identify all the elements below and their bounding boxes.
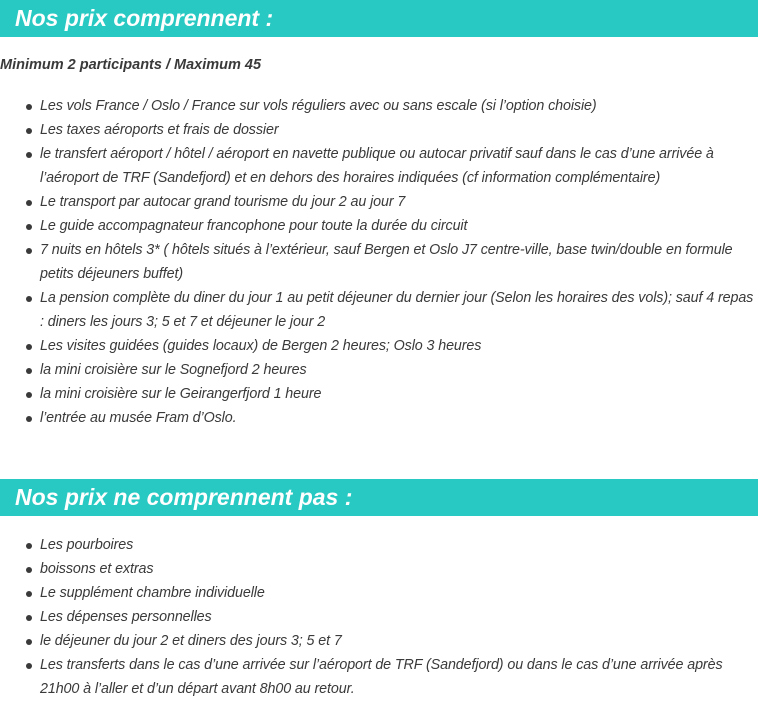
- excluded-item-meals: le déjeuner du jour 2 et diners des jours 3; 5 et 7: [40, 629, 758, 653]
- excluded-item-personal-expenses: Les dépenses personnelles: [40, 605, 758, 629]
- included-section-heading: Nos prix comprennent :: [0, 0, 758, 37]
- participants-note: Minimum 2 participants / Maximum 45: [0, 57, 262, 73]
- included-item-guide: Le guide accompagnateur francophone pour toute la durée du circuit: [40, 214, 758, 238]
- excluded-section-heading: Nos prix ne comprennent pas :: [0, 479, 758, 516]
- included-item-sognefjord: la mini croisière sur le Sognefjord 2 heures: [40, 358, 758, 382]
- excluded-item-transfers: Les transferts dans le cas d’une arrivée sur l’aéroport de TRF (Sandefjord) ou dans le cas d’une arrivée après 21h00 à l’aller et d’un départ avant 8h00 au retour.: [40, 653, 758, 701]
- included-item-geirangerfjord: la mini croisière sur le Geirangerfjord 1 heure: [40, 382, 758, 406]
- included-item-transfer: le transfert aéroport / hôtel / aéroport en navette publique ou autocar privatif sauf dans le cas d’une arrivée à l’aéroport de TRF (Sandefjord) et en dehors des horaires indiquées (cf information complémentaire): [40, 142, 758, 190]
- excluded-list: [40, 533, 758, 701]
- included-item-flights: Les vols France / Oslo / France sur vols réguliers avec ou sans escale (si l’option choisie): [40, 94, 758, 118]
- excluded-item-single-room: Le supplément chambre individuelle: [40, 581, 758, 605]
- included-item-fram-museum: l’entrée au musée Fram d’Oslo.: [40, 406, 758, 430]
- included-item-hotels: 7 nuits en hôtels 3* ( hôtels situés à l’extérieur, sauf Bergen et Oslo J7 centre-ville, base twin/double en formule petits déjeuners buffet): [40, 238, 758, 286]
- included-item-taxes: Les taxes aéroports et frais de dossier: [40, 118, 758, 142]
- excluded-item-drinks: boissons et extras: [40, 557, 758, 581]
- included-item-coach: Le transport par autocar grand tourisme du jour 2 au jour 7: [40, 190, 758, 214]
- included-item-board: La pension complète du diner du jour 1 au petit déjeuner du dernier jour (Selon les horaires des vols); sauf 4 repas : diners les jours 3; 5 et 7 et déjeuner le jour 2: [40, 286, 758, 334]
- excluded-item-tips: Les pourboires: [40, 533, 758, 557]
- included-item-visits: Les visites guidées (guides locaux) de Bergen 2 heures; Oslo 3 heures: [40, 334, 758, 358]
- included-list: [40, 94, 758, 430]
